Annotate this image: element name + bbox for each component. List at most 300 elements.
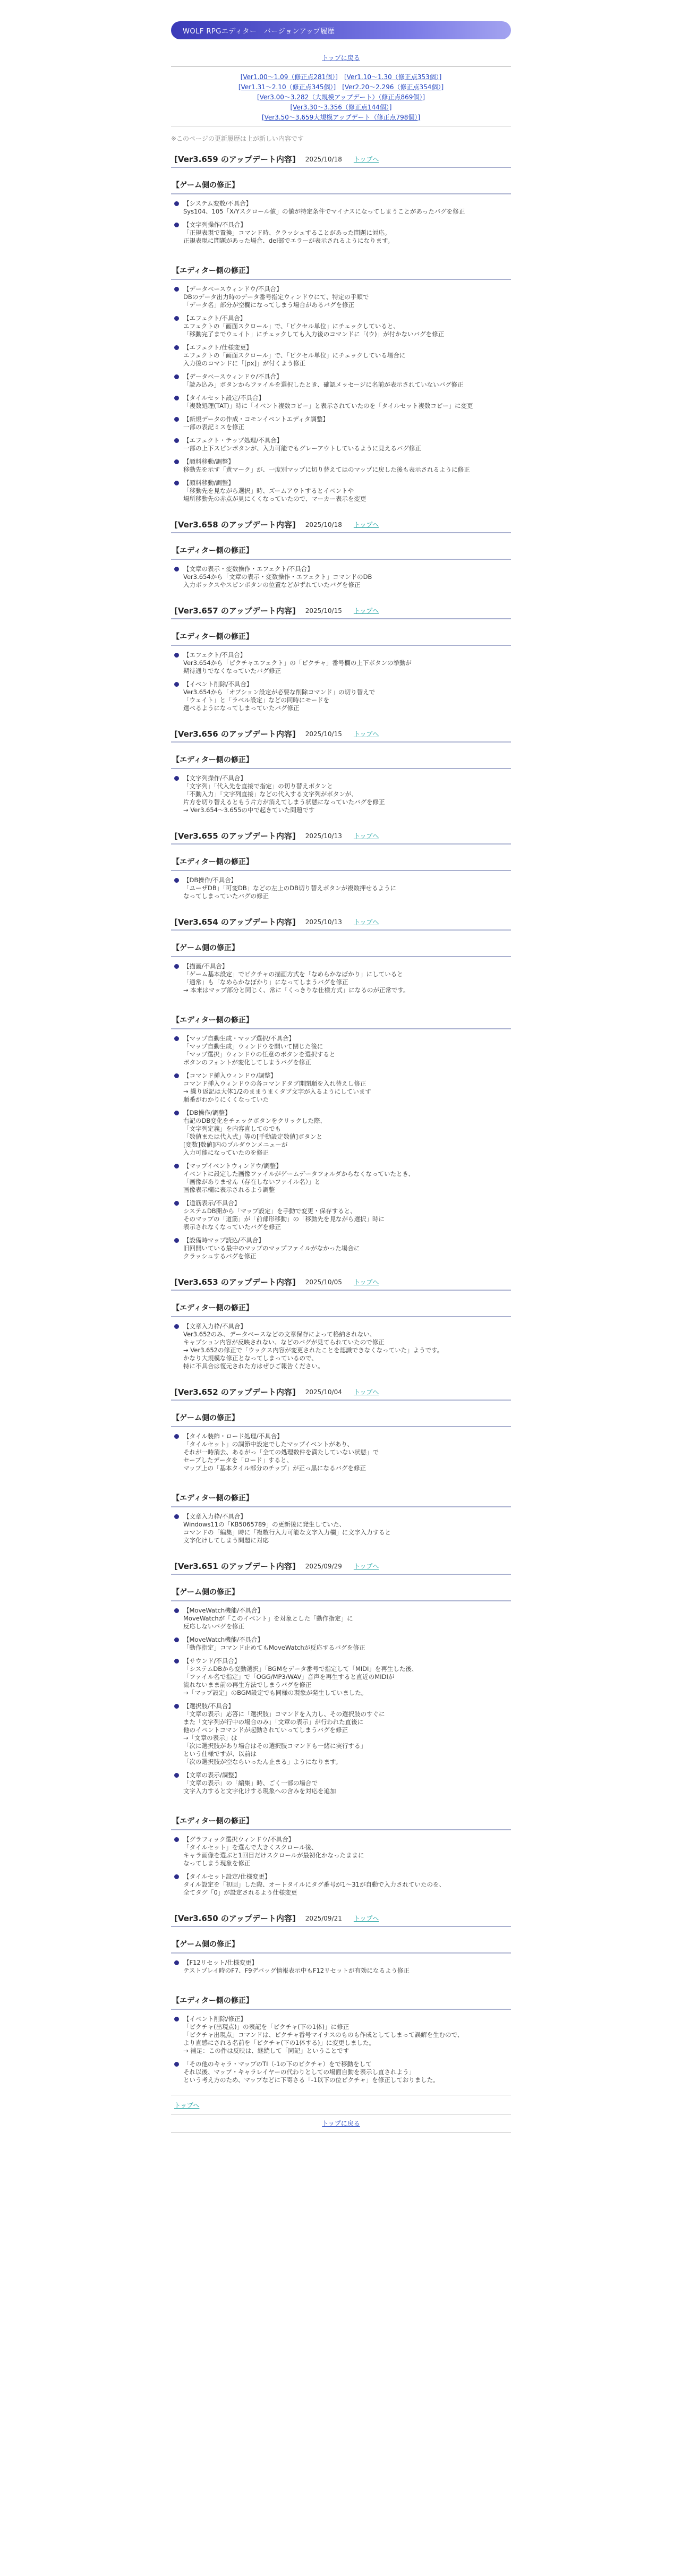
version-block [171, 1386, 511, 1545]
change-line: →「マップ設定」のBGM設定でも同様の現象が発生していました。 [183, 1689, 368, 1696]
change-category: 【グラフィック選択ウィンドウ/不具合】 [183, 1836, 295, 1843]
change-category: 【エフェクト/不具合】 [183, 314, 246, 322]
version-links [171, 67, 511, 126]
change-text [183, 344, 405, 368]
divider [171, 1426, 511, 1427]
change-line: セーブしたデータを「ロード」すると、 [183, 1456, 293, 1464]
version-date: 2025/10/13 [305, 918, 342, 926]
section-heading: 【エディター側の修正】 [172, 858, 253, 866]
change-item [171, 1636, 511, 1652]
version-heading [171, 153, 511, 165]
version-title: [Ver3.650 のアップデート内容] [174, 1914, 296, 1923]
bullet-icon [174, 1874, 179, 1879]
section-heading: 【エディター側の修正】 [172, 1817, 253, 1826]
bullet-icon [174, 1111, 179, 1115]
change-line: Windows11の「KB5065789」の更新後に発生していた、 [183, 1521, 346, 1528]
change-category: 「その他のキャラ・マップのTI（-1の下のピクチャ）をで移動をして [183, 2060, 372, 2068]
section-heading: 【ゲーム側の修正】 [172, 1588, 239, 1597]
section-heading: 【ゲーム側の修正】 [172, 181, 239, 190]
divider [171, 929, 511, 931]
change-line: → Ver3.652の修正で「ウックス内容が変更されたことを認識できなくなっていた」ようです。 [183, 1346, 444, 1354]
change-text [183, 651, 412, 675]
change-text [183, 373, 464, 389]
divider [171, 1028, 511, 1029]
version-block [171, 1560, 511, 1897]
divider [171, 559, 511, 560]
page-header [171, 21, 511, 39]
change-category: 【イベント削除/不具合】 [183, 680, 253, 688]
change-text [183, 221, 394, 245]
bullet-icon [174, 1773, 179, 1778]
change-category: 【描画/不具合】 [183, 962, 228, 970]
bullet-icon [174, 223, 179, 227]
section-heading: 【エディター側の修正】 [172, 756, 253, 764]
to-top-link[interactable]: トップへ [353, 1388, 379, 1396]
change-text [183, 394, 473, 410]
to-top-link[interactable]: トップへ [353, 607, 379, 615]
change-category: 【イベント削除/修正】 [183, 2015, 246, 2023]
version-title: [Ver3.653 のアップデート内容] [174, 1277, 296, 1287]
section-heading: 【エディター側の修正】 [172, 1304, 253, 1312]
change-line: 「不動入力」「文字列直接」などの代入する文字列がボタンが、 [183, 790, 357, 798]
change-category: 【サウンド/不具合】 [183, 1657, 241, 1665]
version-title: [Ver3.655 のアップデート内容] [174, 831, 296, 841]
bullet-icon [174, 345, 179, 350]
change-line: という考え方のため、マップなどに下寄さる「-1以下の位ピクチャ」を修正しておりました。 [183, 2076, 439, 2084]
change-category: 【文字列操作/不具合】 [183, 774, 246, 782]
footer-top-link[interactable]: トップへ [174, 2102, 200, 2109]
change-category: 【DB操作/不具合】 [183, 876, 237, 884]
bullet-icon [174, 1837, 179, 1842]
bullet-icon [174, 374, 179, 379]
change-text [183, 314, 444, 338]
bullet-icon [174, 2017, 179, 2021]
change-line: 入力後のコマンドに「[px]」が付くよう修正 [183, 360, 306, 367]
version-block [171, 830, 511, 900]
divider [171, 193, 511, 194]
footer-top-link-wrap [171, 2095, 511, 2110]
change-item [171, 962, 511, 994]
change-item [171, 2060, 511, 2084]
change-category: 【DB操作/調整】 [183, 1109, 231, 1116]
version-range-link[interactable]: [Ver3.00～3.282（大規模アップデート）（修正点869個）] [257, 93, 425, 101]
version-date: 2025/10/04 [305, 1388, 342, 1396]
change-line: Sys104、105「X/Yスクロール値」の値が特定条件でマイナスになってしまうことがあったバグを修正 [183, 208, 465, 215]
change-item [171, 394, 511, 410]
change-line: 「読み込み」ボタンからファイルを選択したとき、確認メッセージに名前が表示されていないバグ修正 [183, 381, 464, 388]
change-text [183, 1657, 417, 1697]
version-range-link[interactable]: [Ver1.00～1.09（修正点281個）] [240, 73, 338, 81]
change-line: そのマップの「道筋」が「前部形移動」の「移動先を見ながら選択」時に [183, 1215, 385, 1223]
change-category: 【F12リセット/仕様変更】 [183, 1959, 258, 1966]
section-heading: 【ゲーム側の修正】 [172, 1940, 239, 1949]
bullet-icon [174, 964, 179, 969]
version-range-link[interactable]: [Ver3.30～3.356（修正点144個）] [290, 104, 392, 111]
change-item [171, 344, 511, 368]
version-block [171, 728, 511, 814]
change-line: また「文字列が行中の場合のみ」「文章の表示」が行われた直後に [183, 1718, 364, 1726]
divider [171, 843, 511, 845]
change-item [171, 200, 511, 216]
version-title: [Ver3.656 のアップデート内容] [174, 729, 296, 739]
version-title: [Ver3.659 のアップデート内容] [174, 155, 296, 164]
change-category: 【エフェクト・テップ処理/不具合】 [183, 437, 283, 444]
change-category: 【マップ自動生成・マップ選択/不具合】 [183, 1035, 295, 1042]
change-text [183, 962, 409, 994]
version-link-row [171, 72, 511, 82]
change-text [183, 774, 385, 814]
change-category: 【タイル装飾・ロード処理/不具合】 [183, 1432, 283, 1440]
version-heading [171, 1276, 511, 1287]
change-category: 【タイルセット設定/仕様変更】 [183, 1873, 271, 1880]
bullet-icon [174, 1659, 179, 1664]
divider [171, 2132, 511, 2133]
change-item [171, 1109, 511, 1157]
change-item [171, 1323, 511, 1370]
bullet-icon [174, 1201, 179, 1206]
section-heading: 【エディター側の修正】 [172, 633, 253, 641]
divider [171, 956, 511, 957]
version-date: 2025/09/29 [305, 1562, 342, 1570]
change-line: 「正規表現で置換」コマンド時、クラッシュすることがあった問題に対応。 [183, 229, 391, 236]
change-line: Ver3.654から「オプション設定が必要な削除コマンド」の切り替えで [183, 688, 376, 696]
change-text [183, 1873, 445, 1897]
change-category: 【文章入力枠/不具合】 [183, 1323, 246, 1330]
change-line: 場所移動先の赤点が見にくくなっていたので、マーカー表示を変更 [183, 495, 366, 502]
version-link-row [171, 82, 511, 92]
change-line: システムDB開から「マップ設定」を手動で変更・保存すると、 [183, 1207, 356, 1215]
section-heading: 【エディター側の修正】 [172, 1016, 253, 1025]
change-category: 【設備時マップ読込/不具合】 [183, 1236, 265, 1244]
change-line: エフェクトの「画面スクロール」で、「ピクセル単位」にチェックしていると、 [183, 322, 399, 330]
change-item [171, 1162, 511, 1194]
change-line: 一部の表記ミスを修正 [183, 423, 244, 431]
back-to-top-link[interactable]: トップに戻る [322, 2120, 360, 2127]
to-top-link[interactable]: トップへ [353, 1278, 379, 1286]
divider [171, 741, 511, 743]
version-block [171, 1276, 511, 1370]
divider [171, 2009, 511, 2010]
change-item [171, 1959, 511, 1975]
change-item [171, 1607, 511, 1631]
to-top-link[interactable]: トップへ [353, 918, 379, 926]
change-line: 「動作指定」コマンド止めてもMoveWatchが反応するバグを修正 [183, 1644, 365, 1651]
bullet-icon [174, 653, 179, 658]
change-item [171, 373, 511, 389]
change-line: 「画像がありません（存在しないファイル名）」と [183, 1178, 321, 1185]
divider [171, 532, 511, 533]
change-text [183, 876, 396, 900]
change-category: 【文章入力枠/不具合】 [183, 1513, 246, 1520]
change-item [171, 314, 511, 338]
back-to-top-link[interactable]: トップに戻る [322, 54, 360, 62]
change-line: 特に不具合は復元された方はぜひご報告ください。 [183, 1362, 324, 1370]
bullet-icon [174, 1514, 179, 1519]
change-item [171, 285, 511, 309]
change-item [171, 437, 511, 453]
version-date: 2025/09/21 [305, 1914, 342, 1922]
change-text [183, 1236, 360, 1260]
change-line: 「データ名」部分が空欄になってしまう場合があるバグを修正 [183, 301, 354, 309]
bullet-icon [174, 417, 179, 422]
change-line: コマンドの「編集」時に「複数行入力可能な文字入力欄」に文字入力すると [183, 1529, 391, 1536]
version-heading [171, 728, 511, 739]
change-line: クラッシュするバグを修正 [183, 1252, 257, 1260]
change-item [171, 479, 511, 503]
change-line: 「文字列定義」を内容直してのでも [183, 1125, 281, 1132]
bullet-icon [174, 201, 179, 206]
divider [171, 870, 511, 871]
change-line: マップ上の「基本タイル部分のチップ」が正っ黒になるバグを修正 [183, 1464, 366, 1472]
change-item [171, 1236, 511, 1260]
divider [171, 1316, 511, 1317]
change-line: 「複数処理(TAT)」時に「イベント複数コピー」と表示されていたのを「タイルセット複数コピー」に変更 [183, 402, 473, 410]
divider [171, 1829, 511, 1830]
change-line: 文字入力すると文字化けする現象への含みを対応を追加 [183, 1787, 336, 1795]
bullet-icon [174, 316, 179, 321]
change-line: エフェクトの「画面スクロール」で、「ピクセル単位」にチェックしている場合に [183, 352, 406, 359]
divider [171, 1506, 511, 1507]
bullet-icon [174, 1704, 179, 1709]
change-line: 「ユーザDB」「可変DB」などの左上のDB切り替えボタンが複数押せるように [183, 884, 396, 892]
change-line: タイル設定を「初回」した際、オートタイルにタグ番号が1～31が自動で入力されていたのを、 [183, 1881, 445, 1888]
divider [171, 279, 511, 280]
change-line: 反応しないバグを修正 [183, 1623, 244, 1630]
change-line: なってしまっていたバグの修正 [183, 892, 269, 900]
change-line: → 補足：この件は反映は、継続して「同記」ということです [183, 2047, 349, 2054]
version-date: 2025/10/15 [305, 607, 342, 615]
change-line: 「通常」も「なめらかなぼかり」になってしまうバグを修正 [183, 978, 348, 986]
change-line: テストプレイ時のF7、F9デバッグ情報表示中もF12リセットが有効になるよう修正 [183, 1967, 410, 1974]
version-range-link[interactable]: [Ver1.31～2.10（修正点345個）] [238, 83, 336, 91]
change-item [171, 680, 511, 712]
change-text [183, 479, 366, 503]
change-item [171, 458, 511, 474]
change-line: キャラ画像を選ぶと1回目だけスクロールが最初化かなったままに [183, 1852, 364, 1859]
divider [171, 618, 511, 619]
bullet-icon [174, 396, 179, 400]
change-line: → 本来はマップ部分と同じく、常に「くっきりな仕様方式」になるのが正常です。 [183, 986, 410, 994]
version-date: 2025/10/18 [305, 155, 342, 163]
version-heading [171, 1386, 511, 1397]
section-heading: 【ゲーム側の修正】 [172, 944, 239, 952]
change-text [183, 458, 470, 474]
bullet-icon [174, 1608, 179, 1613]
divider [171, 1952, 511, 1954]
change-category: 【コマンド挿入ウィンドウ/調整】 [183, 1072, 277, 1079]
bullet-icon [174, 1073, 179, 1078]
change-item [171, 651, 511, 675]
change-line: 「数値または代入式」等の[手動設定数値]ボタンと [183, 1133, 322, 1140]
change-item [171, 565, 511, 589]
change-category: 【データベースウィンドウ/不具合】 [183, 373, 283, 380]
bullet-icon [174, 1960, 179, 1965]
change-text [183, 1836, 364, 1867]
change-category: 【エフェクト/仕様変更】 [183, 344, 252, 351]
change-item [171, 1657, 511, 1697]
version-title: [Ver3.654 のアップデート内容] [174, 917, 296, 927]
change-item [171, 876, 511, 900]
change-category: 【新規データの作成・コモンイベントエディタ調整】 [183, 415, 329, 423]
bullet-icon [174, 287, 179, 292]
divider [171, 167, 511, 168]
change-item [171, 774, 511, 814]
bullet-icon [174, 1164, 179, 1168]
change-text [183, 1432, 379, 1472]
divider [171, 1600, 511, 1601]
change-line: 旧回開いている最中のマップのマップファイルがなかった場合に [183, 1244, 360, 1252]
change-text [183, 2060, 439, 2084]
bullet-icon [174, 682, 179, 687]
section-heading: 【エディター側の修正】 [172, 1494, 253, 1503]
history-note: ※このページの更新履歴は上が新しい内容です [171, 135, 304, 142]
to-top-link[interactable]: トップへ [353, 156, 379, 163]
change-line: なってしまう現象を修正 [183, 1860, 251, 1867]
change-line: 「マップ自動生成」ウィンドウを開いて閉じた後に [183, 1043, 323, 1050]
change-item [171, 1836, 511, 1867]
change-line: より直感にされる名前を「ピクチャ(下の1体する)」に変更しました。 [183, 2039, 375, 2046]
change-text [183, 1323, 443, 1370]
section-heading: 【ゲーム側の修正】 [172, 1414, 239, 1422]
page-container [171, 21, 511, 2133]
version-title: [Ver3.658 のアップデート内容] [174, 520, 296, 530]
change-text [183, 200, 465, 216]
back-to-top-top [171, 49, 511, 66]
change-line: 「タイルセット」を選んで大きくスクロール後、 [183, 1844, 318, 1851]
change-line: 「文章の表示」の「編集」時、ごく一部の場合で [183, 1779, 318, 1787]
change-line: 右記のDB変化をチェックボタンをクリックした際、 [183, 1117, 326, 1124]
divider [171, 1926, 511, 1927]
version-link-row [171, 92, 511, 103]
change-text [183, 2015, 463, 2055]
change-category: 【エフェクト/不具合】 [183, 651, 246, 659]
change-item [171, 221, 511, 245]
change-line: ボタンのフォントが変化してしまうバグを修正 [183, 1059, 311, 1066]
change-line: 片方を切り替えるともう片方が消えてしまう状態になっていたバグを修正 [183, 798, 385, 806]
change-text [183, 437, 421, 453]
change-category: 【選択肢/不具合】 [183, 1702, 234, 1710]
version-title: [Ver3.651 のアップデート内容] [174, 1562, 296, 1571]
bullet-icon [174, 1036, 179, 1041]
change-category: 【MoveWatch機能/不具合】 [183, 1636, 264, 1643]
change-item [171, 2015, 511, 2055]
change-line: かなり大規模な修正となってしまっているので、 [183, 1354, 318, 1362]
change-line: 「ウェイト」と「ラベル設定」などの同時にモードを [183, 696, 330, 704]
change-line: 移動先を示す「黄マーク」が、一度別マップに切り替えてはのマップに戻した後も表示されるように修正 [183, 466, 470, 473]
change-line: 「ゲーム基本設定」でピクチャの描画方式を「なめらかなぼかり」にしていると [183, 970, 403, 978]
version-title: [Ver3.657 のアップデート内容] [174, 606, 296, 616]
bullet-icon [174, 776, 179, 781]
change-line: 「次に選択肢があり場合はその選択肢コマンドも一緒に実行する」 [183, 1742, 366, 1750]
change-item [171, 1873, 511, 1897]
change-line: 期待通りでなくなっていたバグ修正 [183, 667, 281, 675]
version-heading [171, 916, 511, 927]
change-category: 【道筋表示/不具合】 [183, 1199, 241, 1207]
change-category: 【タイルセット設定/不具合】 [183, 394, 265, 402]
version-block [171, 916, 511, 1260]
change-text [183, 680, 375, 712]
change-text [183, 1771, 336, 1795]
divider [171, 1400, 511, 1401]
page-title: WOLF RPGエディター バージョンアップ履歴 [183, 27, 335, 36]
change-category: 【文字列操作/不具合】 [183, 221, 246, 228]
to-top-link[interactable]: トップへ [353, 730, 379, 738]
version-heading [171, 1560, 511, 1572]
change-line: DBのデータ出力時のデータ番号指定ウィンドウにて、特定の手順で [183, 293, 369, 301]
change-text [183, 1513, 391, 1545]
change-line: 「タイルセット」の調節中設定でしたマップイベントがあり、 [183, 1440, 354, 1448]
divider [171, 1574, 511, 1575]
change-category: 【MoveWatch機能/不具合】 [183, 1607, 264, 1614]
back-to-top-bottom [171, 2114, 511, 2132]
change-line: Ver3.654から「ピクチャエフェクト」の「ピクチャ」番号欄の上下ボタンの挙動が [183, 659, 412, 667]
version-range-link[interactable]: [Ver1.10～1.30（修正点353個）] [344, 73, 442, 81]
change-category: 【マップイベントウィンドウ/調整】 [183, 1162, 282, 1170]
to-top-link[interactable]: トップへ [353, 1563, 379, 1570]
change-line: [変数]数値]内のプルダウンメニューが [183, 1141, 288, 1148]
version-range-link[interactable]: [Ver3.50～3.659大規模アップデート（修正点798個）] [261, 114, 421, 121]
version-link-row [171, 113, 511, 123]
to-top-link[interactable]: トップへ [353, 521, 379, 528]
to-top-link[interactable]: トップへ [353, 1915, 379, 1922]
change-category: 【文章の表示/調整】 [183, 1771, 241, 1779]
change-line: → 繰り返記は大体1/2のままうまくタブ文字が入るようにしています [183, 1088, 371, 1095]
change-line: 「文字列」「代入先を直接で指定」の切り替えボタンと [183, 782, 333, 790]
version-heading [171, 830, 511, 841]
bullet-icon [174, 1238, 179, 1243]
change-item [171, 1702, 511, 1766]
version-link-row [171, 103, 511, 113]
version-heading [171, 1913, 511, 1924]
change-text [183, 415, 329, 431]
divider [171, 645, 511, 646]
bullet-icon [174, 1324, 179, 1329]
change-line: → Ver3.654～3.655の中で起きていた問題です [183, 806, 315, 814]
change-item [171, 1072, 511, 1104]
change-line: 「マップ選択」ウィンドウの任意のボタンを選択すると [183, 1051, 336, 1058]
change-line: イベントに設定した画像ファイルがゲームデータフォルダからなくなっていたとき、 [183, 1170, 415, 1178]
change-text [183, 1607, 353, 1631]
bullet-icon [174, 459, 179, 464]
change-text [183, 1162, 414, 1194]
change-line: 選べるようになってしまっていたバグ修正 [183, 704, 300, 712]
change-line: 他のイベントコマンドが起動されていってしまうバグを修正 [183, 1726, 348, 1734]
to-top-link[interactable]: トップへ [353, 832, 379, 840]
change-text [183, 1072, 371, 1104]
change-line: →「文章の表示」は [183, 1734, 237, 1742]
section-heading: 【エディター側の修正】 [172, 1997, 253, 2005]
change-line: 「文章の表示」応答に「選択肢」コマンドを入力し、その選択肢のすぐに [183, 1710, 385, 1718]
change-line: 「ファイル名で指定」で「OGG/MP3/WAV」音声を再生すると直近のMIDIが [183, 1673, 395, 1681]
change-text [183, 1959, 410, 1975]
version-block [171, 1913, 511, 2084]
bullet-icon [174, 1434, 179, 1439]
version-block [171, 605, 511, 712]
change-text [183, 1035, 335, 1067]
change-category: 【データベースウィンドウ/不具合】 [183, 285, 283, 293]
bullet-icon [174, 567, 179, 572]
change-line: 入力可能になっていたのを修正 [183, 1149, 269, 1156]
bullet-icon [174, 438, 179, 443]
version-range-link[interactable]: [Ver2.20～2.296（修正点354個）] [342, 83, 444, 91]
version-block [171, 153, 511, 503]
change-text [183, 1199, 385, 1231]
change-line: 文字化けしてしまう問題に対応 [183, 1537, 269, 1544]
version-block [171, 519, 511, 589]
change-line: 順番がわかりにくくなっていた [183, 1096, 269, 1103]
bullet-icon [174, 2062, 179, 2067]
change-line: 一部の上下スピンボタンが、入力可能でもグレーアウトしているように見えるバグ修正 [183, 445, 421, 452]
